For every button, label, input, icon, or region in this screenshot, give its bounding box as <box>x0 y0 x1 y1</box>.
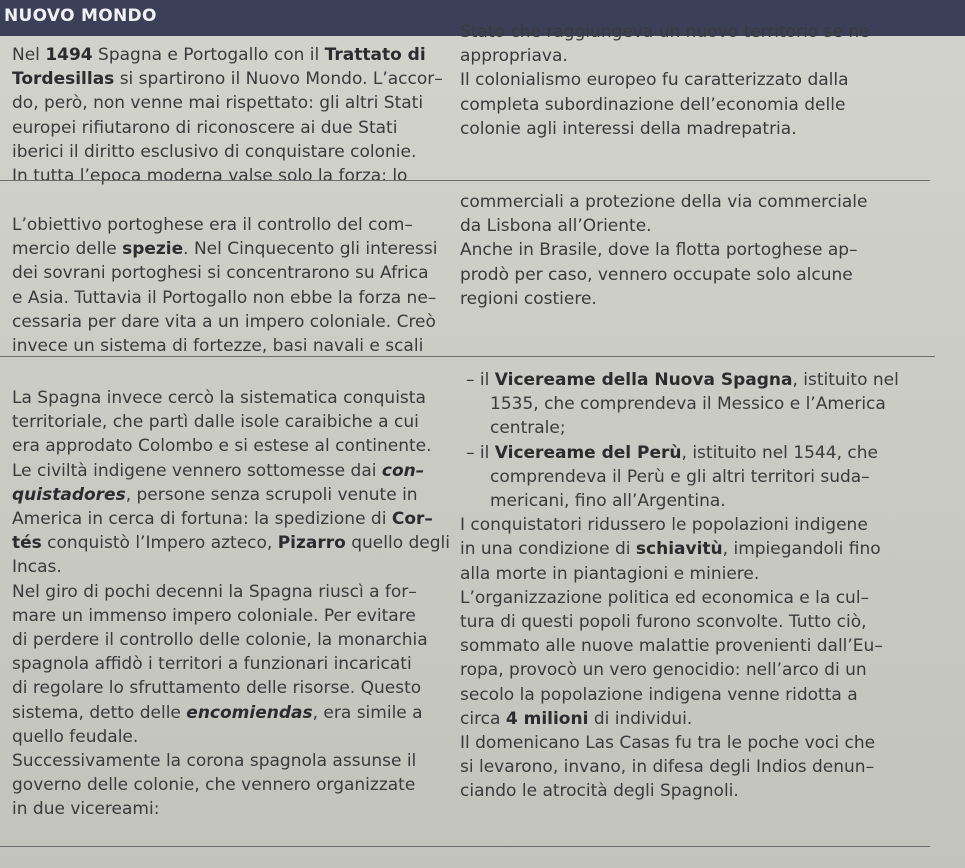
text-line <box>460 755 908 779</box>
text-line <box>460 634 908 658</box>
text-run: di individui. <box>588 708 693 729</box>
text-run: dei sovrani portoghesi si concentrarono su Africa <box>12 263 429 284</box>
section-2-right-column <box>460 190 908 311</box>
text-line <box>12 628 442 652</box>
text-line <box>12 797 442 821</box>
text-line <box>460 20 908 44</box>
text-line <box>460 586 908 610</box>
bold-italic-term: con– <box>381 460 425 481</box>
section-3-right-column <box>460 368 908 804</box>
text-run: mericani, fino all’Argentina. <box>490 491 726 512</box>
text-run: , persone senza scrupoli venute in <box>125 484 418 505</box>
section-divider-1 <box>0 180 930 181</box>
section-1-right-column <box>460 20 908 141</box>
text-run: europei rifiutarono di riconoscere ai due Stati <box>12 117 398 138</box>
text-line <box>460 441 908 465</box>
text-run: alla morte in piantagioni e miniere. <box>460 563 760 584</box>
bold-italic-term: quistadores <box>12 484 126 505</box>
text-line <box>12 749 442 773</box>
text-run: America in cerca di fortuna: la spedizione di <box>12 509 392 530</box>
text-line <box>460 392 908 416</box>
text-run: Nel giro di pochi decenni la Spagna riuscì a for– <box>12 581 417 602</box>
text-line <box>12 91 442 115</box>
page-title: NUOVO MONDO <box>4 6 157 26</box>
text-line <box>460 731 908 755</box>
section-3-left-text <box>12 386 450 822</box>
text-line <box>12 604 442 628</box>
text-run: In tutta l’epoca moderna valse solo la forza: lo <box>12 166 408 187</box>
text-run: territoriale, che partì dalle isole caraibiche a cui <box>12 412 419 433</box>
text-line <box>12 261 442 285</box>
text-line <box>460 610 908 634</box>
text-run: appropriava. <box>460 46 568 67</box>
bold-term: Pizarro <box>277 533 346 554</box>
text-run: completa subordinazione dell’economia delle <box>460 94 846 115</box>
text-line <box>460 214 908 238</box>
text-line <box>12 164 442 188</box>
section-2-left-text <box>12 213 442 358</box>
bold-term: Vicereame del Perù <box>494 442 682 463</box>
text-run: Stato che raggiungeva un nuovo territorio se ne <box>460 22 870 42</box>
text-run: – il <box>466 442 495 463</box>
text-line <box>12 676 442 700</box>
text-line <box>460 707 908 731</box>
text-run: Il colonialismo europeo fu caratterizzato dalla <box>460 70 849 91</box>
text-run: di perdere il controllo delle colonie, la monarchia <box>12 630 428 651</box>
text-run: , istituito nel 1544, che <box>681 442 878 463</box>
bold-term: Trattato di <box>324 45 426 65</box>
text-line <box>460 562 908 586</box>
section-1-left-text <box>12 43 442 188</box>
text-run: L’obiettivo portoghese era il controllo del com– <box>12 215 413 235</box>
text-line <box>460 416 908 440</box>
text-run: do, però, non venne mai rispettato: gli altri Stati <box>12 93 424 114</box>
text-run: e Asia. Tuttavia il Portogallo non ebbe la forza ne– <box>12 287 437 308</box>
section-1-left-column <box>12 43 442 188</box>
text-line <box>12 286 442 310</box>
bold-term: Vicereame della Nuova Spagna <box>494 370 793 390</box>
text-run: mare un immenso impero coloniale. Per evitare <box>12 605 416 626</box>
section-3-right-text <box>460 368 908 804</box>
text-line <box>460 238 908 262</box>
text-run: – il <box>466 370 495 390</box>
section-2-right-text <box>460 190 908 311</box>
text-line <box>12 237 442 261</box>
text-run: governo delle colonie, che vennero organizzate <box>12 775 416 796</box>
text-run: secolo la popolazione indigena venne ridotta a <box>460 684 858 705</box>
text-line <box>460 68 908 92</box>
section-1-right-text <box>460 20 908 141</box>
text-run: era approdato Colombo e si estese al continente. <box>12 436 432 457</box>
text-line <box>12 773 442 797</box>
bold-term: 1494 <box>45 45 93 65</box>
text-run: , era simile a <box>312 702 423 723</box>
text-line <box>12 725 442 749</box>
text-line <box>460 465 908 489</box>
text-line <box>12 386 442 410</box>
text-line <box>460 658 908 682</box>
text-run: Successivamente la corona spagnola assunse il <box>12 751 417 772</box>
text-line <box>12 580 442 604</box>
text-run: tura di questi popoli furono sconvolte. Tutto ciò, <box>460 612 867 633</box>
text-run: 1535, che comprendeva il Messico e l’America <box>490 394 886 415</box>
text-line <box>12 67 442 91</box>
text-line <box>12 310 442 334</box>
text-run: Anche in Brasile, dove la flotta portoghese ap– <box>460 240 858 261</box>
text-run: Il domenicano Las Casas fu tra le poche voci che <box>460 733 876 754</box>
bold-term: tés <box>12 533 42 554</box>
text-line <box>460 287 908 311</box>
text-run: in una condizione di <box>460 539 636 560</box>
text-run: ciando le atrocità degli Spagnoli. <box>460 781 739 802</box>
text-run: da Lisbona all’Oriente. <box>460 216 652 237</box>
text-run: . Nel Cinquecento gli interessi <box>183 239 438 260</box>
section-divider-3 <box>0 846 930 847</box>
text-run: colonie agli interessi della madrepatria. <box>460 118 797 139</box>
text-run: spagnola affidò i territori a funzionari incaricati <box>12 654 412 675</box>
text-line <box>460 779 908 803</box>
bold-term: Tordesillas <box>12 69 115 90</box>
text-run: circa <box>460 708 506 729</box>
text-line <box>12 555 442 579</box>
bold-italic-term: encomiendas <box>186 702 313 723</box>
text-line <box>460 537 908 561</box>
text-run: sistema, detto delle <box>12 702 187 723</box>
text-run: commerciali a protezione della via commerciale <box>460 192 868 212</box>
text-line <box>460 190 908 214</box>
text-line <box>12 116 442 140</box>
text-line <box>460 93 908 117</box>
text-run: invece un sistema di fortezze, basi navali e scali <box>12 336 424 357</box>
text-line <box>460 117 908 141</box>
text-line <box>460 683 908 707</box>
text-run: si levarono, invano, in difesa degli Indios denun– <box>460 757 875 778</box>
text-line <box>12 507 442 531</box>
text-run: , impiegandoli fino <box>722 539 881 560</box>
text-line <box>460 44 908 68</box>
text-run: mercio delle <box>12 239 123 260</box>
text-line <box>12 334 442 358</box>
text-run: prodò per caso, vennero occupate solo alcune <box>460 264 853 285</box>
text-run: Le civiltà indigene vennero sottomesse dai <box>12 460 382 481</box>
text-run: La Spagna invece cercò la sistematica conquista <box>12 388 426 408</box>
text-run: comprendeva il Perù e gli altri territori suda– <box>490 466 870 487</box>
text-line <box>12 701 442 725</box>
text-run: , istituito nel <box>792 370 899 390</box>
text-line <box>12 652 442 676</box>
text-line <box>460 368 908 392</box>
text-run: regioni costiere. <box>460 288 597 309</box>
text-line <box>12 410 442 434</box>
text-run: I conquistatori ridussero le popolazioni indigene <box>460 515 868 536</box>
section-divider-2 <box>0 356 935 357</box>
text-run: si spartirono il Nuovo Mondo. L’accor– <box>114 69 443 90</box>
text-line <box>460 263 908 287</box>
section-2-left-column <box>12 213 442 358</box>
text-line <box>12 459 442 483</box>
bold-term: schiavitù <box>635 539 723 560</box>
text-run: conquistò l’Impero azteco, <box>41 533 278 554</box>
text-run: Spagna e Portogallo con il <box>92 45 325 65</box>
text-run: cessaria per dare vita a un impero coloniale. Creò <box>12 311 436 332</box>
text-line <box>12 531 450 555</box>
bold-term: spezie <box>122 239 184 260</box>
text-run: Nel <box>12 45 46 65</box>
text-line <box>12 213 442 237</box>
text-line <box>460 489 908 513</box>
text-line <box>12 140 442 164</box>
text-run: sommato alle nuove malattie provenienti dall’Eu– <box>460 636 883 657</box>
text-run: centrale; <box>490 418 566 439</box>
bold-term: 4 milioni <box>505 708 589 729</box>
text-line <box>12 434 442 458</box>
text-run: Incas. <box>12 557 62 578</box>
text-run: L’organizzazione politica ed economica e la cul– <box>460 587 870 608</box>
text-run: iberici il diritto esclusivo di conquistare colonie. <box>12 141 417 162</box>
text-line <box>12 43 442 67</box>
text-run: di regolare lo sfruttamento delle risorse. Questo <box>12 678 422 699</box>
text-line <box>12 483 442 507</box>
section-3-left-column <box>12 386 450 822</box>
text-run: quello feudale. <box>12 726 139 747</box>
text-line <box>460 513 908 537</box>
text-run: in due vicereami: <box>12 799 160 820</box>
text-run: ropa, provocò un vero genocidio: nell’arco di un <box>460 660 867 681</box>
text-run: quello degli <box>345 533 450 554</box>
bold-term: Cor– <box>391 509 433 530</box>
